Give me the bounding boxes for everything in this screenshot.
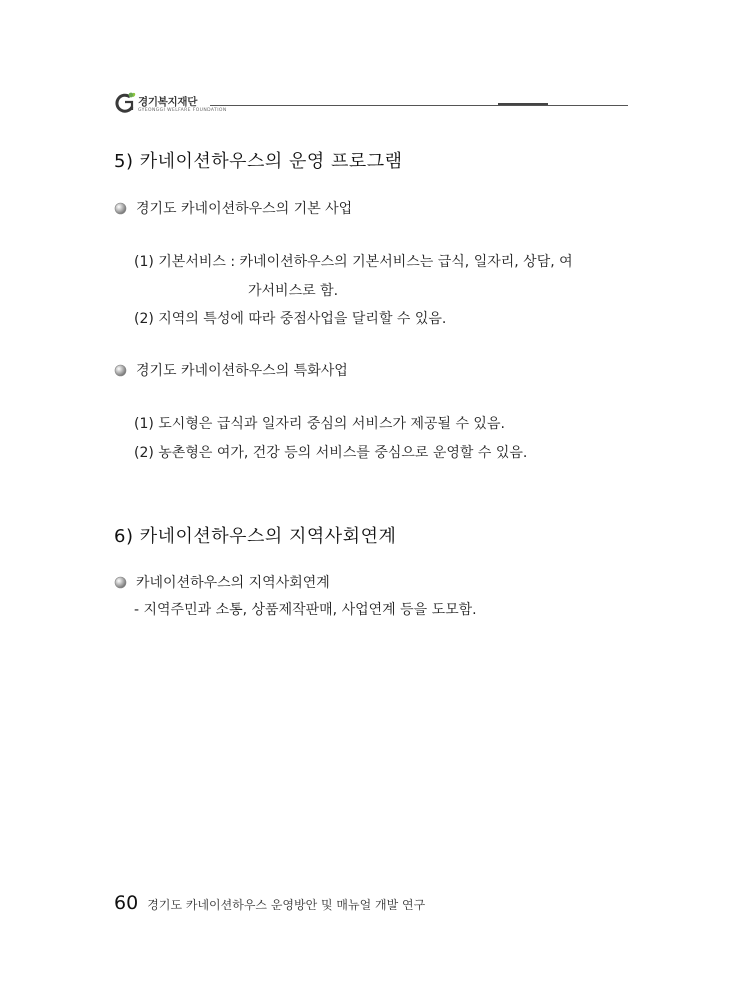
list-item: (2) 지역의 특성에 따라 중점사업을 달리할 수 있음. (134, 311, 447, 327)
subsection-heading-text: 경기도 카네이션하우스의 기본 사업 (136, 201, 353, 217)
section-title: 6) 카네이션하우스의 지역사회연계 (114, 526, 397, 547)
header-divider (210, 105, 628, 106)
bullet-sphere-icon (114, 364, 127, 377)
section-title: 5) 카네이션하우스의 운영 프로그램 (114, 151, 403, 172)
org-subtitle: GYEONGGI WELFARE FOUNDATION (138, 108, 227, 113)
bullet-sphere-icon (114, 202, 127, 215)
page-number: 60 (114, 892, 139, 914)
subsection-heading (114, 360, 348, 380)
header-divider-accent (498, 103, 548, 105)
subsection-heading (114, 198, 352, 218)
bullet-sphere-icon (114, 576, 127, 589)
subsection-heading (114, 572, 330, 592)
list-item: - 지역주민과 소통, 상품제작판매, 사업연계 등을 도모함. (134, 602, 477, 618)
footer-title: 경기도 카네이션하우스 운영방안 및 매뉴얼 개발 연구 (147, 898, 426, 912)
org-name: 경기복지재단 (138, 96, 198, 108)
foundation-logo-icon (114, 92, 136, 116)
list-item: (2) 농촌형은 여가, 건강 등의 서비스를 중심으로 운영할 수 있음. (134, 445, 528, 461)
page-header (114, 92, 628, 118)
list-item: (1) 도시형은 급식과 일자리 중심의 서비스가 제공될 수 있음. (134, 416, 505, 432)
list-item: (1) 기본서비스 : 카네이션하우스의 기본서비스는 급식, 일자리, 상담, 여 (134, 254, 573, 270)
subsection-heading-text: 카네이션하우스의 지역사회연계 (136, 575, 330, 591)
page-footer (114, 892, 425, 914)
subsection-heading-text: 경기도 카네이션하우스의 특화사업 (136, 363, 348, 379)
list-item-continuation: 가서비스로 함. (248, 283, 339, 299)
